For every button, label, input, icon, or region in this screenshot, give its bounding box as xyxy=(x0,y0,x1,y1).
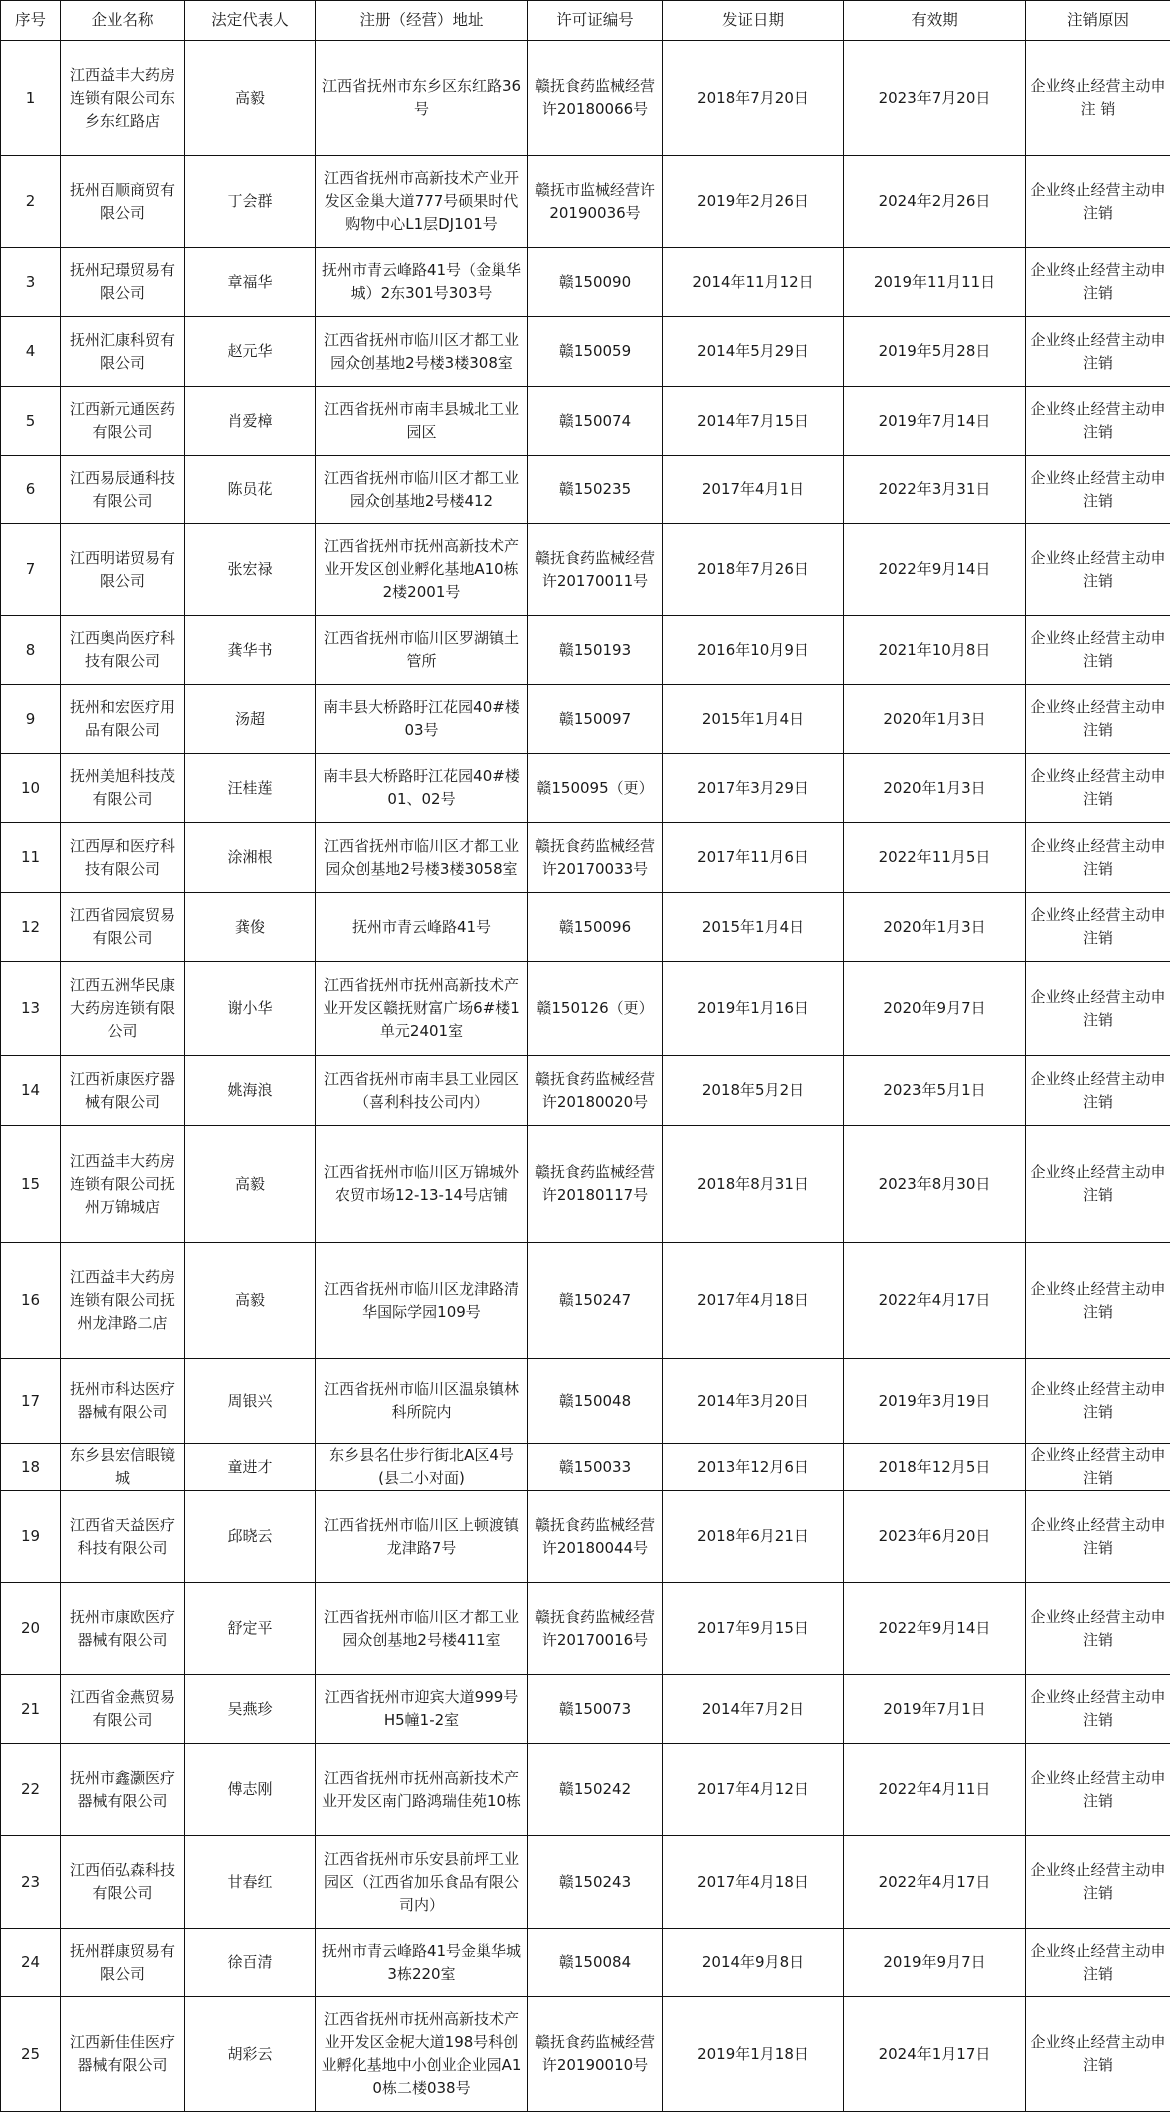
cell-license-no: 赣抚食药监械经营许20170033号 xyxy=(528,823,663,893)
cell-reason: 企业终止经营主动申注销 xyxy=(1026,317,1170,387)
cell-reason: 企业终止经营主动申注销 xyxy=(1026,1444,1170,1491)
cell-address: 南丰县大桥路盱江花园40#楼01、02号 xyxy=(316,754,528,823)
cell-row-no: 3 xyxy=(1,248,61,317)
cell-license-no: 赣150074 xyxy=(528,387,663,456)
cell-reason: 企业终止经营主动申注销 xyxy=(1026,524,1170,616)
cell-license-no: 赣150084 xyxy=(528,1929,663,1997)
cell-valid-until: 2023年6月20日 xyxy=(844,1491,1026,1583)
cell-reason: 企业终止经营主动申注销 xyxy=(1026,823,1170,893)
cell-company-name: 江西省园宸贸易有限公司 xyxy=(61,893,185,962)
cell-valid-until: 2019年7月14日 xyxy=(844,387,1026,456)
cell-valid-until: 2022年4月17日 xyxy=(844,1243,1026,1359)
cell-legal-rep: 丁会群 xyxy=(185,156,316,248)
cell-row-no: 17 xyxy=(1,1359,61,1444)
table-row xyxy=(1,1359,1170,1444)
cell-row-no: 20 xyxy=(1,1583,61,1675)
cell-issue-date: 2018年7月26日 xyxy=(663,524,844,616)
cell-legal-rep: 徐百清 xyxy=(185,1929,316,1997)
header-address: 注册（经营）地址 xyxy=(316,1,528,41)
cell-company-name: 抚州市科达医疗器械有限公司 xyxy=(61,1359,185,1444)
cell-company-name: 江西省金燕贸易有限公司 xyxy=(61,1675,185,1744)
cell-address: 抚州市青云峰路41号 xyxy=(316,893,528,962)
cell-valid-until: 2022年9月14日 xyxy=(844,524,1026,616)
cell-license-no: 赣抚食药监械经营许20180066号 xyxy=(528,41,663,156)
cell-valid-until: 2022年9月14日 xyxy=(844,1583,1026,1675)
header-no: 序号 xyxy=(1,1,61,41)
cell-legal-rep: 高毅 xyxy=(185,41,316,156)
cell-reason: 企业终止经营主动申注销 xyxy=(1026,1929,1170,1997)
cell-reason: 企业终止经营主动申注销 xyxy=(1026,156,1170,248)
cell-issue-date: 2014年5月29日 xyxy=(663,317,844,387)
cell-reason: 企业终止经营主动申注销 xyxy=(1026,1744,1170,1836)
cell-row-no: 24 xyxy=(1,1929,61,1997)
cell-row-no: 7 xyxy=(1,524,61,616)
table-row xyxy=(1,962,1170,1056)
cell-address: 江西省抚州市抚州高新技术产业开发区金柅大道198号科创业孵化基地中小创业企业园A10栋二楼038号 xyxy=(316,1997,528,2112)
cell-valid-until: 2023年5月1日 xyxy=(844,1056,1026,1126)
cell-valid-until: 2023年8月30日 xyxy=(844,1126,1026,1243)
cell-row-no: 10 xyxy=(1,754,61,823)
cell-license-no: 赣150235 xyxy=(528,456,663,524)
cell-address: 江西省抚州市临川区才都工业园众创基地2号楼411室 xyxy=(316,1583,528,1675)
cell-valid-until: 2019年9月7日 xyxy=(844,1929,1026,1997)
table-row xyxy=(1,156,1170,248)
cell-reason: 企业终止经营主动申注销 xyxy=(1026,962,1170,1056)
cell-valid-until: 2022年11月5日 xyxy=(844,823,1026,893)
cell-address: 江西省抚州市抚州高新技术产业开发区南门路鸿瑞佳苑10栋 xyxy=(316,1744,528,1836)
cell-company-name: 江西省天益医疗科技有限公司 xyxy=(61,1491,185,1583)
cell-company-name: 抚州群康贸易有限公司 xyxy=(61,1929,185,1997)
table-row xyxy=(1,893,1170,962)
table-row xyxy=(1,823,1170,893)
cell-row-no: 13 xyxy=(1,962,61,1056)
cell-valid-until: 2021年10月8日 xyxy=(844,616,1026,685)
cell-company-name: 抚州百顺商贸有限公司 xyxy=(61,156,185,248)
cell-issue-date: 2017年11月6日 xyxy=(663,823,844,893)
cell-issue-date: 2017年4月18日 xyxy=(663,1836,844,1929)
table-row xyxy=(1,754,1170,823)
cell-issue-date: 2019年1月16日 xyxy=(663,962,844,1056)
cell-company-name: 江西益丰大药房连锁有限公司东乡东红路店 xyxy=(61,41,185,156)
cell-address: 江西省抚州市抚州高新技术产业开发区创业孵化基地A10栋2楼2001号 xyxy=(316,524,528,616)
cell-issue-date: 2018年5月2日 xyxy=(663,1056,844,1126)
cell-reason: 企业终止经营主动申注销 xyxy=(1026,387,1170,456)
cell-legal-rep: 吴燕珍 xyxy=(185,1675,316,1744)
cell-company-name: 江西明诺贸易有限公司 xyxy=(61,524,185,616)
cell-license-no: 赣抚食药监械经营许20170016号 xyxy=(528,1583,663,1675)
cell-valid-until: 2020年9月7日 xyxy=(844,962,1026,1056)
cell-row-no: 19 xyxy=(1,1491,61,1583)
cell-license-no: 赣150193 xyxy=(528,616,663,685)
cell-license-no: 赣抚食药监械经营许20180044号 xyxy=(528,1491,663,1583)
cell-valid-until: 2019年5月28日 xyxy=(844,317,1026,387)
cell-reason: 企业终止经营主动申注销 xyxy=(1026,1836,1170,1929)
cell-company-name: 抚州市鑫灏医疗器械有限公司 xyxy=(61,1744,185,1836)
cell-row-no: 9 xyxy=(1,685,61,754)
cell-issue-date: 2018年6月21日 xyxy=(663,1491,844,1583)
cell-company-name: 江西五洲华民康大药房连锁有限公司 xyxy=(61,962,185,1056)
cell-valid-until: 2019年11月11日 xyxy=(844,248,1026,317)
cell-issue-date: 2014年11月12日 xyxy=(663,248,844,317)
cell-reason: 企业终止经营主动申注销 xyxy=(1026,754,1170,823)
header-company-name: 企业名称 xyxy=(61,1,185,41)
table-row xyxy=(1,41,1170,156)
cell-address: 南丰县大桥路盱江花园40#楼03号 xyxy=(316,685,528,754)
cell-valid-until: 2020年1月3日 xyxy=(844,893,1026,962)
cell-row-no: 8 xyxy=(1,616,61,685)
cell-license-no: 赣150048 xyxy=(528,1359,663,1444)
table-row xyxy=(1,1056,1170,1126)
cell-legal-rep: 章福华 xyxy=(185,248,316,317)
cell-license-no: 赣150033 xyxy=(528,1444,663,1491)
cell-legal-rep: 汪桂莲 xyxy=(185,754,316,823)
cell-legal-rep: 姚海浪 xyxy=(185,1056,316,1126)
header-license-no: 许可证编号 xyxy=(528,1,663,41)
cell-issue-date: 2013年12月6日 xyxy=(663,1444,844,1491)
cell-address: 江西省抚州市南丰县工业园区（喜利科技公司内） xyxy=(316,1056,528,1126)
cell-company-name: 江西厚和医疗科技有限公司 xyxy=(61,823,185,893)
cell-valid-until: 2023年7月20日 xyxy=(844,41,1026,156)
header-valid-until: 有效期 xyxy=(844,1,1026,41)
cell-issue-date: 2019年1月18日 xyxy=(663,1997,844,2112)
cell-row-no: 2 xyxy=(1,156,61,248)
cell-address: 江西省抚州市临川区才都工业园众创基地2号楼3楼3058室 xyxy=(316,823,528,893)
cell-valid-until: 2018年12月5日 xyxy=(844,1444,1026,1491)
cell-reason: 企业终止经营主动申注销 xyxy=(1026,1675,1170,1744)
cell-company-name: 抚州玘璟贸易有限公司 xyxy=(61,248,185,317)
cell-license-no: 赣150247 xyxy=(528,1243,663,1359)
cell-issue-date: 2017年4月1日 xyxy=(663,456,844,524)
cell-issue-date: 2019年2月26日 xyxy=(663,156,844,248)
cell-company-name: 抚州市康欧医疗器械有限公司 xyxy=(61,1583,185,1675)
cell-issue-date: 2015年1月4日 xyxy=(663,893,844,962)
table-row xyxy=(1,1491,1170,1583)
cell-legal-rep: 高毅 xyxy=(185,1243,316,1359)
cell-issue-date: 2017年3月29日 xyxy=(663,754,844,823)
cell-address: 抚州市青云峰路41号金巢华城3栋220室 xyxy=(316,1929,528,1997)
cell-reason: 企业终止经营主动申注销 xyxy=(1026,685,1170,754)
cell-issue-date: 2017年9月15日 xyxy=(663,1583,844,1675)
cell-address: 江西省抚州市高新技术产业开发区金巢大道777号硕果时代购物中心L1层DJ101号 xyxy=(316,156,528,248)
cell-address: 江西省抚州市抚州高新技术产业开发区赣抚财富广场6#楼1单元2401室 xyxy=(316,962,528,1056)
cell-reason: 企业终止经营主动申注销 xyxy=(1026,1243,1170,1359)
cell-issue-date: 2014年7月15日 xyxy=(663,387,844,456)
cell-reason: 企业终止经营主动申注销 xyxy=(1026,1359,1170,1444)
table-row xyxy=(1,1997,1170,2112)
cell-issue-date: 2017年4月12日 xyxy=(663,1744,844,1836)
cell-legal-rep: 龚俊 xyxy=(185,893,316,962)
table-row xyxy=(1,616,1170,685)
cell-issue-date: 2015年1月4日 xyxy=(663,685,844,754)
cell-address: 江西省抚州市迎宾大道999号H5幢1-2室 xyxy=(316,1675,528,1744)
cell-license-no: 赣150090 xyxy=(528,248,663,317)
cell-license-no: 赣抚食药监械经营许20180020号 xyxy=(528,1056,663,1126)
cell-company-name: 江西益丰大药房连锁有限公司抚州龙津路二店 xyxy=(61,1243,185,1359)
cell-reason: 企业终止经营主动申注销 xyxy=(1026,1056,1170,1126)
header-issue-date: 发证日期 xyxy=(663,1,844,41)
cell-row-no: 6 xyxy=(1,456,61,524)
cell-valid-until: 2020年1月3日 xyxy=(844,754,1026,823)
cell-license-no: 赣抚市监械经营许20190036号 xyxy=(528,156,663,248)
table-row xyxy=(1,685,1170,754)
cell-legal-rep: 邱晓云 xyxy=(185,1491,316,1583)
cell-address: 江西省抚州市南丰县城北工业园区 xyxy=(316,387,528,456)
cell-company-name: 抚州美旭科技茂有限公司 xyxy=(61,754,185,823)
cell-legal-rep: 谢小华 xyxy=(185,962,316,1056)
cell-legal-rep: 高毅 xyxy=(185,1126,316,1243)
cell-company-name: 江西奥尚医疗科技有限公司 xyxy=(61,616,185,685)
cell-license-no: 赣150095（更） xyxy=(528,754,663,823)
cell-row-no: 11 xyxy=(1,823,61,893)
cell-legal-rep: 童进才 xyxy=(185,1444,316,1491)
cell-valid-until: 2024年1月17日 xyxy=(844,1997,1026,2112)
table-row xyxy=(1,1243,1170,1359)
cell-legal-rep: 汤超 xyxy=(185,685,316,754)
cell-company-name: 抚州汇康科贸有限公司 xyxy=(61,317,185,387)
cell-legal-rep: 甘春红 xyxy=(185,1836,316,1929)
cell-address: 江西省抚州市东乡区东红路36号 xyxy=(316,41,528,156)
cell-row-no: 16 xyxy=(1,1243,61,1359)
cell-reason: 企业终止经营主动申注 销 xyxy=(1026,41,1170,156)
cell-issue-date: 2014年3月20日 xyxy=(663,1359,844,1444)
header-reason: 注销原因 xyxy=(1026,1,1170,41)
cell-row-no: 18 xyxy=(1,1444,61,1491)
cell-valid-until: 2022年4月17日 xyxy=(844,1836,1026,1929)
cell-address: 江西省抚州市临川区上顿渡镇龙津路7号 xyxy=(316,1491,528,1583)
table-row xyxy=(1,317,1170,387)
table-row xyxy=(1,1444,1170,1491)
cell-row-no: 23 xyxy=(1,1836,61,1929)
table-row xyxy=(1,248,1170,317)
cell-company-name: 抚州和宏医疗用品有限公司 xyxy=(61,685,185,754)
cell-address: 江西省抚州市临川区龙津路清华国际学园109号 xyxy=(316,1243,528,1359)
cell-row-no: 1 xyxy=(1,41,61,156)
table-row xyxy=(1,1675,1170,1744)
cell-reason: 企业终止经营主动申注销 xyxy=(1026,1997,1170,2112)
cell-legal-rep: 胡彩云 xyxy=(185,1997,316,2112)
cell-company-name: 江西佰弘森科技有限公司 xyxy=(61,1836,185,1929)
cell-row-no: 25 xyxy=(1,1997,61,2112)
cell-issue-date: 2018年8月31日 xyxy=(663,1126,844,1243)
cell-address: 江西省抚州市临川区万锦城外农贸市场12-13-14号店铺 xyxy=(316,1126,528,1243)
cell-license-no: 赣150242 xyxy=(528,1744,663,1836)
header-legal-rep: 法定代表人 xyxy=(185,1,316,41)
cell-reason: 企业终止经营主动申注销 xyxy=(1026,456,1170,524)
cell-legal-rep: 舒定平 xyxy=(185,1583,316,1675)
cell-issue-date: 2014年9月8日 xyxy=(663,1929,844,1997)
cell-issue-date: 2018年7月20日 xyxy=(663,41,844,156)
table-row xyxy=(1,456,1170,524)
cell-address: 江西省抚州市临川区罗湖镇土管所 xyxy=(316,616,528,685)
cell-valid-until: 2020年1月3日 xyxy=(844,685,1026,754)
cell-legal-rep: 张宏禄 xyxy=(185,524,316,616)
cell-reason: 企业终止经营主动申注销 xyxy=(1026,616,1170,685)
cell-valid-until: 2024年2月26日 xyxy=(844,156,1026,248)
cell-reason: 企业终止经营主动申注销 xyxy=(1026,248,1170,317)
cell-valid-until: 2019年7月1日 xyxy=(844,1675,1026,1744)
cell-issue-date: 2017年4月18日 xyxy=(663,1243,844,1359)
cell-company-name: 江西新佳佳医疗器械有限公司 xyxy=(61,1997,185,2112)
cell-legal-rep: 周银兴 xyxy=(185,1359,316,1444)
cell-license-no: 赣抚食药监械经营许20170011号 xyxy=(528,524,663,616)
cell-reason: 企业终止经营主动申注销 xyxy=(1026,1126,1170,1243)
table-row xyxy=(1,1583,1170,1675)
cell-address: 江西省抚州市乐安县前坪工业园区（江西省加乐食品有限公司内） xyxy=(316,1836,528,1929)
cell-license-no: 赣150097 xyxy=(528,685,663,754)
cell-address: 抚州市青云峰路41号（金巢华城）2东301号303号 xyxy=(316,248,528,317)
cell-license-no: 赣150096 xyxy=(528,893,663,962)
cell-company-name: 江西益丰大药房连锁有限公司抚州万锦城店 xyxy=(61,1126,185,1243)
cell-row-no: 4 xyxy=(1,317,61,387)
cell-valid-until: 2019年3月19日 xyxy=(844,1359,1026,1444)
cell-license-no: 赣150126（更） xyxy=(528,962,663,1056)
cell-row-no: 22 xyxy=(1,1744,61,1836)
table-row xyxy=(1,387,1170,456)
cell-license-no: 赣抚食药监械经营许20190010号 xyxy=(528,1997,663,2112)
cell-license-no: 赣150059 xyxy=(528,317,663,387)
cell-reason: 企业终止经营主动申注销 xyxy=(1026,1583,1170,1675)
cell-valid-until: 2022年3月31日 xyxy=(844,456,1026,524)
cell-company-name: 江西易辰通科技有限公司 xyxy=(61,456,185,524)
cell-legal-rep: 涂湘根 xyxy=(185,823,316,893)
table-row xyxy=(1,524,1170,616)
table-row xyxy=(1,1929,1170,1997)
cell-reason: 企业终止经营主动申注销 xyxy=(1026,893,1170,962)
cell-address: 东乡县名仕步行街北A区4号(县二小对面) xyxy=(316,1444,528,1491)
cell-row-no: 12 xyxy=(1,893,61,962)
table-header-row xyxy=(1,1,1170,41)
table-row xyxy=(1,1744,1170,1836)
cell-legal-rep: 傅志刚 xyxy=(185,1744,316,1836)
cell-address: 江西省抚州市临川区温泉镇林科所院内 xyxy=(316,1359,528,1444)
cell-row-no: 15 xyxy=(1,1126,61,1243)
cell-address: 江西省抚州市临川区才都工业园众创基地2号楼3楼308室 xyxy=(316,317,528,387)
cell-valid-until: 2022年4月11日 xyxy=(844,1744,1026,1836)
cell-company-name: 江西新元通医药有限公司 xyxy=(61,387,185,456)
cell-license-no: 赣抚食药监械经营许20180117号 xyxy=(528,1126,663,1243)
cell-row-no: 14 xyxy=(1,1056,61,1126)
cell-address: 江西省抚州市临川区才都工业园众创基地2号楼412 xyxy=(316,456,528,524)
cell-legal-rep: 龚华书 xyxy=(185,616,316,685)
cell-license-no: 赣150243 xyxy=(528,1836,663,1929)
cell-license-no: 赣150073 xyxy=(528,1675,663,1744)
cell-row-no: 21 xyxy=(1,1675,61,1744)
cell-row-no: 5 xyxy=(1,387,61,456)
cell-issue-date: 2014年7月2日 xyxy=(663,1675,844,1744)
cell-issue-date: 2016年10月9日 xyxy=(663,616,844,685)
cell-legal-rep: 肖爱樟 xyxy=(185,387,316,456)
cell-company-name: 东乡县宏信眼镜城 xyxy=(61,1444,185,1491)
cell-legal-rep: 陈员花 xyxy=(185,456,316,524)
table-row xyxy=(1,1836,1170,1929)
table-row xyxy=(1,1126,1170,1243)
table-body xyxy=(1,41,1170,2112)
cell-legal-rep: 赵元华 xyxy=(185,317,316,387)
cell-company-name: 江西祈康医疗器械有限公司 xyxy=(61,1056,185,1126)
cell-reason: 企业终止经营主动申注销 xyxy=(1026,1491,1170,1583)
